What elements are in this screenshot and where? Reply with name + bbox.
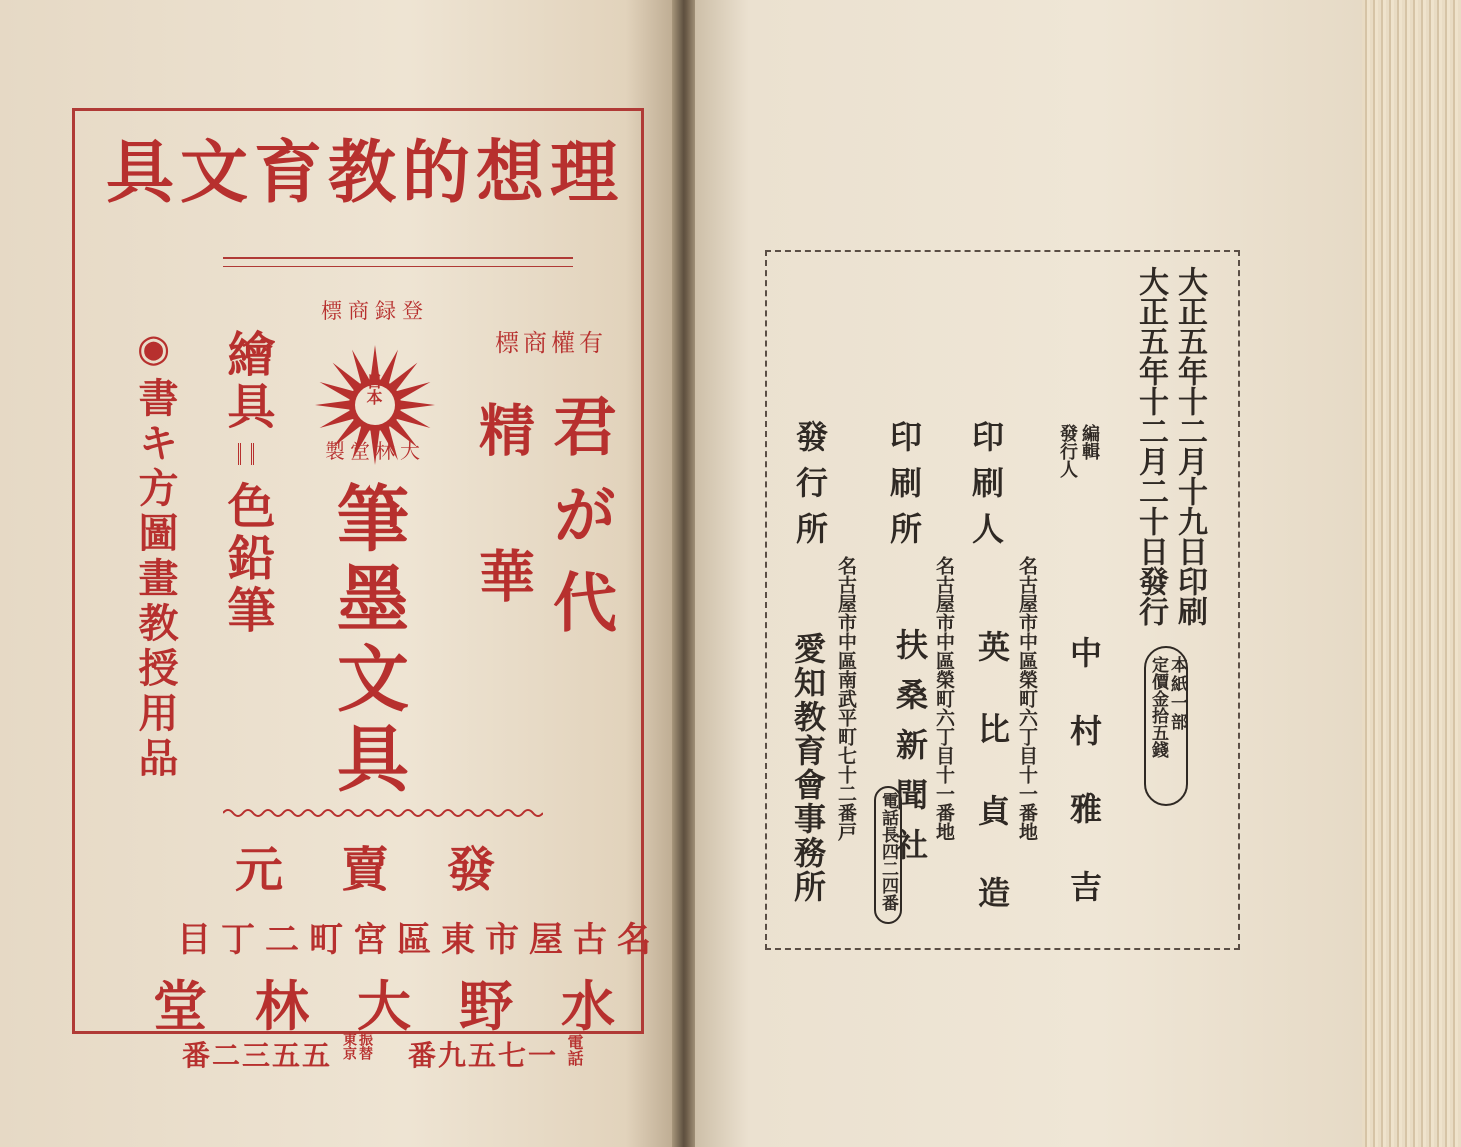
product-kimigayo: 君が代 (542, 393, 617, 657)
sun-center-text: 日本 (364, 373, 383, 405)
price-note-1: 本紙一部 (1167, 656, 1187, 732)
advertisement-frame (72, 108, 663, 1038)
transfer-number: 五五三二番 (182, 1039, 333, 1072)
phone-number: 一七五九番 (407, 1039, 558, 1072)
product-seika: 精華 (470, 401, 536, 693)
paint-label: 繪具 (219, 329, 275, 433)
publisher-address: 名古屋市中區南武平町七十二番戸 (835, 556, 857, 841)
printer-name: 英比貞造 (973, 630, 1011, 958)
publisher-label: 發行所 (791, 420, 829, 558)
trademark-reg-label: 登録商標 (321, 299, 429, 323)
printer-label: 印刷人 (967, 420, 1005, 558)
publisher-name: 愛知教育會事務所 (789, 632, 827, 904)
title-rule (223, 257, 573, 259)
dealer-address: 名古屋市東區宮町二丁目 (177, 920, 661, 960)
phone-label: 電話 (565, 1034, 584, 1066)
dealer-label: 發賣元 (235, 842, 554, 898)
editor-label-a: 編輯 (1079, 424, 1100, 460)
title-rule-thin (223, 266, 573, 267)
editor-address: 名古屋市中區榮町六丁目十一番地 (1016, 556, 1038, 841)
transfer-label: 振替 (357, 1032, 373, 1060)
publish-date: 大正五年十二月二十日發行 (1133, 266, 1168, 626)
editor-label-b: 發行人 (1057, 424, 1078, 478)
press-phone: 電話長四二四番 (878, 792, 898, 911)
left-page (0, 0, 680, 1147)
pencil-label: 色鉛筆 (219, 481, 275, 637)
bullet-mark-icon: ◉ (137, 326, 171, 370)
writing-drawing-supplies: 書キ方圖畫教授用品 (132, 377, 179, 782)
main-product: 筆墨文具 (325, 481, 410, 801)
maker-label: 大林堂製 (325, 439, 425, 463)
trademark-own-label: 有權商標 (495, 329, 607, 357)
price-note-2: 定價金拾五錢 (1148, 656, 1168, 758)
press-label: 印刷所 (885, 420, 923, 558)
editor-name: 中村雅吉 (1065, 636, 1103, 948)
page-edges (1362, 0, 1461, 1147)
print-date: 大正五年十二月十九日印刷 (1172, 266, 1207, 626)
transfer-city: 東京 (341, 1032, 357, 1060)
wavy-divider (223, 807, 543, 819)
printer-address: 名古屋市中區榮町六丁目十一番地 (933, 556, 955, 841)
phone-line (182, 1032, 584, 1080)
equals-divider (238, 443, 254, 465)
dealer-company: 水野大林堂 (153, 974, 663, 1038)
ad-title: 理想的教育文具 (105, 133, 624, 213)
press-name: 扶桑新聞社 (891, 628, 929, 878)
